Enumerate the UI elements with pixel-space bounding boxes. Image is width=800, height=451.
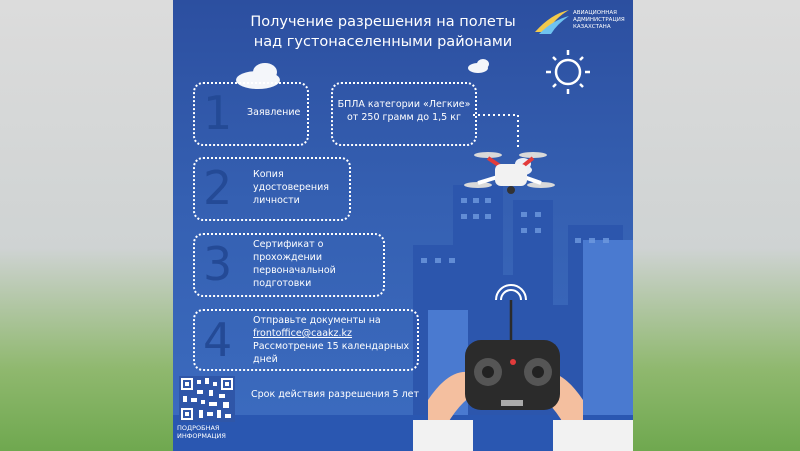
step-3-text: Сертификат о прохождении первоначальной подготовки <box>253 239 336 289</box>
city-scene <box>173 0 633 451</box>
wings-logo-icon <box>533 8 571 36</box>
logo <box>533 8 633 38</box>
connector-line <box>473 115 518 148</box>
step-2-box <box>193 157 351 221</box>
cloud-icon <box>468 59 489 73</box>
page-title <box>233 12 533 52</box>
sun-icon <box>546 50 590 94</box>
infographic-poster <box>173 0 633 451</box>
validity-text: Срок действия разрешения 5 лет <box>251 389 420 400</box>
step-1-text: Заявление <box>247 107 301 118</box>
sleeve-right <box>553 420 633 451</box>
drone-category-line-1: БПЛА категории «Легкие» <box>337 99 471 110</box>
step-number: 3 <box>203 237 233 291</box>
step-4-text: Отправьте документы на frontoffice@caakz.kz Рассмотрение 15 календарных дней <box>253 315 410 365</box>
step-1-box <box>193 82 309 146</box>
qr-label: ПОДРОБНАЯ ИНФОРМАЦИЯ <box>177 424 226 440</box>
step-3-box <box>193 233 385 297</box>
drone-category-box <box>331 82 477 146</box>
drone-category-line-2: от 250 грамм до 1,5 кг <box>347 112 461 123</box>
drone-icon <box>464 152 555 194</box>
title-line-2: над густонаселенными районами <box>253 34 513 50</box>
step-number: 2 <box>203 161 233 215</box>
logo-text: АВИАЦИОННАЯ АДМИНИСТРАЦИЯ КАЗАХСТАНА <box>573 10 625 30</box>
qr-code[interactable] <box>179 376 235 422</box>
title-line-1: Получение разрешения на полеты <box>250 14 516 30</box>
email-link[interactable]: frontoffice@caakz.kz <box>253 328 353 339</box>
step-number: 4 <box>203 313 233 367</box>
sleeve-left <box>413 420 473 451</box>
step-2-text: Копия удостоверения личности <box>253 169 329 206</box>
step-number: 1 <box>203 86 233 140</box>
step-4-box <box>193 309 419 371</box>
